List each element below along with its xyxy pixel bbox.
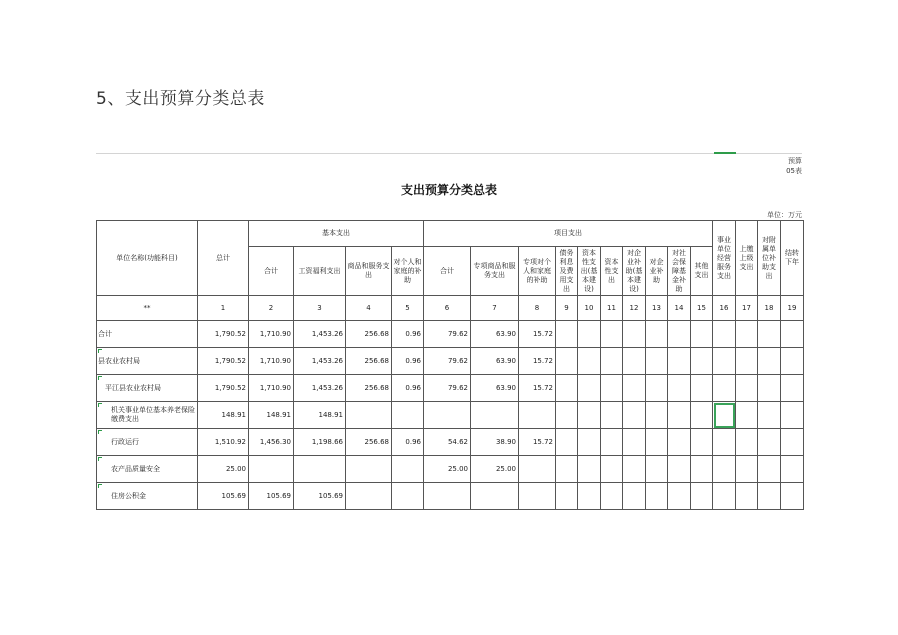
row-label[interactable]: 县农业农村局	[97, 348, 198, 375]
value-cell[interactable]: 25.00	[471, 456, 519, 483]
value-cell[interactable]	[578, 348, 601, 375]
value-cell[interactable]	[781, 348, 804, 375]
header-basic: 合计	[249, 247, 294, 296]
value-cell[interactable]	[736, 321, 758, 348]
value-cell[interactable]	[736, 402, 758, 429]
value-cell[interactable]	[392, 456, 424, 483]
value-cell[interactable]	[713, 321, 736, 348]
value-cell[interactable]	[668, 321, 691, 348]
value-cell[interactable]	[713, 348, 736, 375]
value-cell[interactable]	[781, 375, 804, 402]
header-extra: 事业单位经营服务支出	[713, 221, 736, 296]
table-row	[97, 483, 804, 510]
value-cell[interactable]	[346, 456, 392, 483]
table-row	[97, 456, 804, 483]
value-cell[interactable]	[623, 348, 646, 375]
value-cell[interactable]: 1,453.26	[294, 375, 346, 402]
value-cell[interactable]	[424, 402, 471, 429]
value-cell[interactable]	[346, 483, 392, 510]
value-cell[interactable]	[601, 321, 623, 348]
value-cell[interactable]: 79.62	[424, 375, 471, 402]
value-cell[interactable]	[781, 321, 804, 348]
budget-table	[96, 220, 804, 510]
value-cell[interactable]	[781, 402, 804, 429]
value-cell[interactable]	[601, 375, 623, 402]
value-cell[interactable]	[668, 348, 691, 375]
header-total: 总计	[198, 221, 249, 296]
value-cell[interactable]	[758, 483, 781, 510]
value-cell[interactable]	[736, 483, 758, 510]
value-cell[interactable]: 256.68	[346, 348, 392, 375]
value-cell[interactable]	[758, 456, 781, 483]
value-cell[interactable]: 1,510.92	[198, 429, 249, 456]
index-cell[interactable]: 17	[736, 296, 758, 321]
value-cell[interactable]	[668, 375, 691, 402]
index-cell[interactable]: **	[97, 296, 198, 321]
unit-label: 单位：万元	[767, 211, 802, 219]
value-cell[interactable]	[556, 375, 578, 402]
index-cell[interactable]: 19	[781, 296, 804, 321]
value-cell[interactable]	[556, 429, 578, 456]
value-cell[interactable]: 79.62	[424, 348, 471, 375]
value-cell[interactable]: 63.90	[471, 321, 519, 348]
value-cell[interactable]	[668, 429, 691, 456]
index-cell[interactable]: 13	[646, 296, 668, 321]
table-row	[97, 348, 804, 375]
value-cell[interactable]	[623, 429, 646, 456]
value-cell[interactable]: 105.69	[249, 483, 294, 510]
value-cell[interactable]	[713, 456, 736, 483]
cell-flag-icon	[98, 376, 102, 380]
value-cell[interactable]	[471, 402, 519, 429]
value-cell[interactable]: 1,790.52	[198, 321, 249, 348]
value-cell[interactable]	[392, 483, 424, 510]
value-cell[interactable]	[556, 402, 578, 429]
header-project: 合计	[424, 247, 471, 296]
index-row	[97, 296, 804, 321]
value-cell[interactable]	[736, 348, 758, 375]
page-heading: 5、支出预算分类总表	[96, 89, 265, 109]
value-cell[interactable]	[691, 483, 713, 510]
cell-flag-icon	[98, 484, 102, 488]
value-cell[interactable]	[691, 402, 713, 429]
value-cell[interactable]	[578, 375, 601, 402]
row-label[interactable]: 行政运行	[97, 429, 198, 456]
value-cell[interactable]: 38.90	[471, 429, 519, 456]
value-cell[interactable]: 0.96	[392, 375, 424, 402]
header-project: 对社会保障基金补助	[668, 247, 691, 296]
header-divider	[96, 153, 802, 154]
header-extra: 上缴上级支出	[736, 221, 758, 296]
value-cell[interactable]	[691, 456, 713, 483]
header-unit-name: 单位名称(功能科目)	[97, 221, 198, 296]
value-cell[interactable]	[691, 429, 713, 456]
value-cell[interactable]	[691, 348, 713, 375]
value-cell[interactable]: 0.96	[392, 348, 424, 375]
value-cell[interactable]	[424, 483, 471, 510]
value-cell[interactable]: 15.72	[519, 321, 556, 348]
value-cell[interactable]	[646, 321, 668, 348]
header-project: 债务利息及费用支出	[556, 247, 578, 296]
value-cell[interactable]	[736, 375, 758, 402]
value-cell[interactable]	[668, 402, 691, 429]
header-project: 资本性支出(基本建设)	[578, 247, 601, 296]
value-cell[interactable]: 54.62	[424, 429, 471, 456]
value-cell[interactable]	[578, 429, 601, 456]
index-cell[interactable]: 6	[424, 296, 471, 321]
value-cell[interactable]	[646, 402, 668, 429]
value-cell[interactable]	[346, 402, 392, 429]
cell-flag-icon	[98, 430, 102, 434]
value-cell[interactable]	[691, 375, 713, 402]
header-extra: 结转下年	[781, 221, 804, 296]
table-row	[97, 321, 804, 348]
value-cell[interactable]: 256.68	[346, 429, 392, 456]
value-cell[interactable]	[578, 402, 601, 429]
value-cell[interactable]	[556, 348, 578, 375]
index-cell[interactable]: 7	[471, 296, 519, 321]
value-cell[interactable]: 148.91	[294, 402, 346, 429]
value-cell[interactable]	[736, 429, 758, 456]
form-code-line: 预算	[788, 157, 802, 165]
value-cell[interactable]	[519, 483, 556, 510]
value-cell[interactable]	[758, 321, 781, 348]
row-label[interactable]: 住房公积金	[97, 483, 198, 510]
value-cell[interactable]	[758, 402, 781, 429]
value-cell[interactable]	[601, 402, 623, 429]
header-project: 其他支出	[691, 247, 713, 296]
value-cell[interactable]: 148.91	[249, 402, 294, 429]
index-cell[interactable]: 15	[691, 296, 713, 321]
value-cell[interactable]: 148.91	[198, 402, 249, 429]
row-label[interactable]: 合计	[97, 321, 198, 348]
index-cell[interactable]: 5	[392, 296, 424, 321]
value-cell[interactable]	[623, 375, 646, 402]
value-cell[interactable]	[601, 456, 623, 483]
index-cell[interactable]: 1	[198, 296, 249, 321]
value-cell[interactable]: 79.62	[424, 321, 471, 348]
value-cell[interactable]	[623, 402, 646, 429]
index-cell[interactable]: 14	[668, 296, 691, 321]
index-cell[interactable]: 18	[758, 296, 781, 321]
cell-flag-icon	[98, 457, 102, 461]
table-row	[97, 402, 804, 429]
cell-flag-icon	[98, 349, 102, 353]
value-cell[interactable]	[249, 456, 294, 483]
value-cell[interactable]	[713, 429, 736, 456]
value-cell[interactable]	[758, 348, 781, 375]
value-cell[interactable]: 256.68	[346, 321, 392, 348]
value-cell[interactable]: 15.72	[519, 348, 556, 375]
value-cell[interactable]	[601, 348, 623, 375]
index-cell[interactable]: 12	[623, 296, 646, 321]
header-extra: 对附属单位补助支出	[758, 221, 781, 296]
value-cell[interactable]: 1,453.26	[294, 321, 346, 348]
header-project: 资本性支出	[601, 247, 623, 296]
value-cell[interactable]	[519, 402, 556, 429]
header-project: 对企业补助	[646, 247, 668, 296]
row-label[interactable]: 机关事业单位基本养老保险缴费支出	[97, 402, 198, 429]
index-cell[interactable]: 9	[556, 296, 578, 321]
index-cell[interactable]: 11	[601, 296, 623, 321]
value-cell[interactable]: 1,790.52	[198, 348, 249, 375]
value-cell[interactable]: 1,198.66	[294, 429, 346, 456]
value-cell[interactable]	[471, 483, 519, 510]
value-cell[interactable]	[601, 429, 623, 456]
value-cell[interactable]	[556, 456, 578, 483]
value-cell[interactable]: 1,710.90	[249, 348, 294, 375]
value-cell[interactable]	[646, 429, 668, 456]
value-cell[interactable]	[781, 456, 804, 483]
value-cell[interactable]	[623, 321, 646, 348]
value-cell[interactable]	[713, 375, 736, 402]
value-cell[interactable]: 1,710.90	[249, 375, 294, 402]
value-cell[interactable]	[392, 402, 424, 429]
value-cell[interactable]	[781, 429, 804, 456]
value-cell[interactable]	[646, 375, 668, 402]
header-basic: 对个人和家庭的补助	[392, 247, 424, 296]
value-cell[interactable]: 1,453.26	[294, 348, 346, 375]
value-cell[interactable]	[781, 483, 804, 510]
value-cell[interactable]: 0.96	[392, 429, 424, 456]
value-cell[interactable]	[578, 483, 601, 510]
value-cell[interactable]	[646, 483, 668, 510]
table-title: 支出预算分类总表	[400, 183, 497, 197]
index-cell[interactable]: 4	[346, 296, 392, 321]
value-cell[interactable]	[578, 456, 601, 483]
header-project: 专项商品和服务支出	[471, 247, 519, 296]
value-cell[interactable]: 105.69	[294, 483, 346, 510]
header-basic: 工资福利支出	[294, 247, 346, 296]
value-cell[interactable]	[646, 348, 668, 375]
value-cell[interactable]	[578, 321, 601, 348]
value-cell[interactable]: 25.00	[198, 456, 249, 483]
index-cell[interactable]: 10	[578, 296, 601, 321]
table-row	[97, 375, 804, 402]
value-cell[interactable]	[646, 456, 668, 483]
value-cell[interactable]	[713, 483, 736, 510]
value-cell[interactable]	[691, 321, 713, 348]
value-cell[interactable]: 0.96	[392, 321, 424, 348]
value-cell[interactable]	[294, 456, 346, 483]
selection-marker	[714, 152, 736, 154]
value-cell[interactable]	[623, 456, 646, 483]
index-cell[interactable]: 3	[294, 296, 346, 321]
value-cell[interactable]	[556, 321, 578, 348]
index-cell[interactable]: 16	[713, 296, 736, 321]
value-cell[interactable]	[713, 402, 736, 429]
table-row	[97, 429, 804, 456]
header-project-group: 项目支出	[424, 221, 713, 247]
value-cell[interactable]: 15.72	[519, 375, 556, 402]
form-code-line: 05表	[786, 167, 802, 175]
value-cell[interactable]	[668, 483, 691, 510]
header-basic-group: 基本支出	[249, 221, 424, 247]
value-cell[interactable]	[668, 456, 691, 483]
index-cell[interactable]: 8	[519, 296, 556, 321]
header-basic: 商品和服务支出	[346, 247, 392, 296]
value-cell[interactable]: 256.68	[346, 375, 392, 402]
form-code	[770, 156, 802, 176]
value-cell[interactable]	[623, 483, 646, 510]
row-label[interactable]: 农产品质量安全	[97, 456, 198, 483]
value-cell[interactable]: 1,710.90	[249, 321, 294, 348]
value-cell[interactable]: 25.00	[424, 456, 471, 483]
value-cell[interactable]: 15.72	[519, 429, 556, 456]
value-cell[interactable]	[556, 483, 578, 510]
value-cell[interactable]	[601, 483, 623, 510]
value-cell[interactable]: 63.90	[471, 375, 519, 402]
value-cell[interactable]	[758, 375, 781, 402]
value-cell[interactable]: 1,790.52	[198, 375, 249, 402]
value-cell[interactable]: 1,456.30	[249, 429, 294, 456]
value-cell[interactable]: 105.69	[198, 483, 249, 510]
cell-flag-icon	[98, 403, 102, 407]
value-cell[interactable]	[758, 429, 781, 456]
value-cell[interactable]	[736, 456, 758, 483]
header-project: 对企业补助(基本建设)	[623, 247, 646, 296]
value-cell[interactable]	[519, 456, 556, 483]
header-project: 专项对个人和家庭的补助	[519, 247, 556, 296]
value-cell[interactable]: 63.90	[471, 348, 519, 375]
index-cell[interactable]: 2	[249, 296, 294, 321]
row-label[interactable]: 平江县农业农村局	[97, 375, 198, 402]
